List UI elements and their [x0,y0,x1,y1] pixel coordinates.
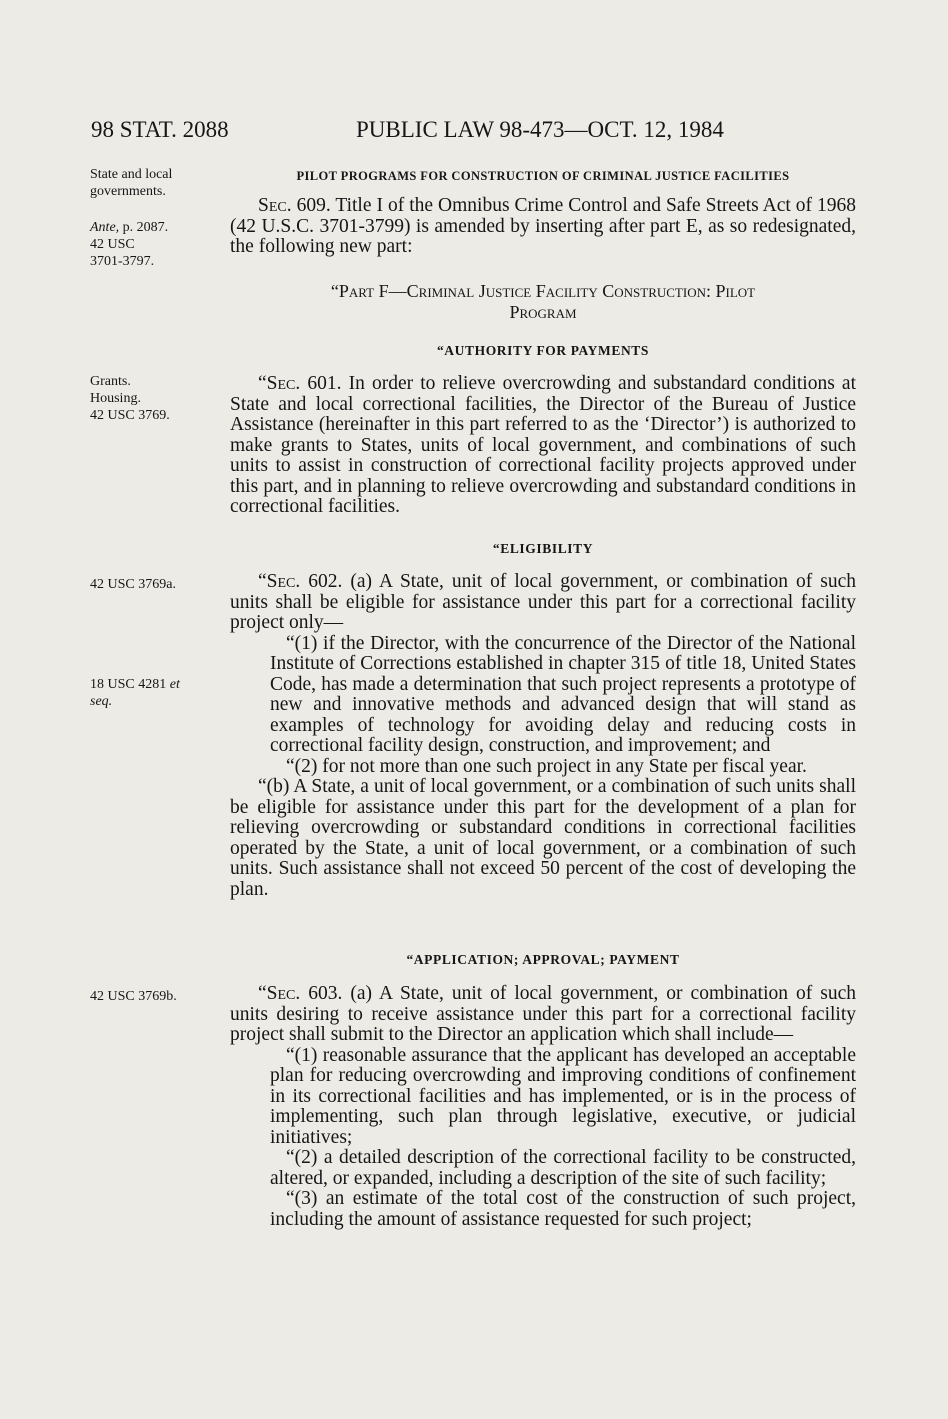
public-law-header: PUBLIC LAW 98-473—OCT. 12, 1984 [356,117,724,142]
margin-note-state-local: State and local governments. [90,167,173,199]
margin-note-18-usc: 18 USC 4281 et seq. [90,677,180,709]
section-602-item-1: “(1) if the Director, with the concurrence of the Director of the National Institute of Corrections established in chapter 315 of title 18, United States Code, has made a determination that such project represents a prototype of new and innovative methods and advanced design that will stand as examples of technology for avoiding delay and reducing costs in correctional facility design, construction, and improvement; and [270,632,856,756]
section-603-item-3: “(3) an estimate of the total cost of the construction of such project, including the amount of assistance requested for such project; [270,1188,856,1230]
margin-note-3769a: 42 USC 3769a. [90,577,176,592]
section-609: Sec. 609. Title I of the Omnibus Crime Control and Safe Streets Act of 1968 (42 U.S.C. 3701-3799) is amended by inserting after part E, as so redesignated, the following new part: [230,195,856,257]
section-602-b: “(b) A State, a unit of local government, or a combination of such units shall be eligible for assistance under this part for the development of a plan for relieving overcrowding or substandard conditions in correctional facilities operated by the State, a unit of local government, or a combination of such units. Such assistance shall not exceed 50 percent of the cost of developing the plan. [230,776,856,900]
heading-eligibility: “ELIGIBILITY [492,541,594,556]
margin-note-3769b: 42 USC 3769b. [90,989,177,1004]
section-601: “Sec. 601. In order to relieve overcrowding and substandard conditions at State and local correctional facilities, the Director of the Bureau of Justice Assistance (hereinafter in this part referred to as the ‘Director’) is authorized to make grants to States, units of local government, and combinations of such units to assist in construction of correctional facility projects approved under this part, and in planning to relieve overcrowding and substandard conditions in correctional facilities. [230,373,856,517]
part-f-heading: “Part F—Criminal Justice Facility Construction: Pilot Program [330,281,756,322]
section-602-item-2: “(2) for not more than one such project in any State per fiscal year. [286,755,807,777]
heading-application: “APPLICATION; APPROVAL; PAYMENT [406,952,680,967]
margin-note-ante: Ante, p. 2087. 42 USC 3701-3797. [90,220,169,269]
section-602: “Sec. 602. (a) A State, unit of local government, or combination of such units shall be eligible for assistance under this part for a correctional facility project only— “(1) if the Director, with the concurrence of the Director of the National Institute of Corrections established in chapter 315 of title 18, United States Code, has made a determination that such project represents a prototype of new and innovative methods and advanced design that will stand as examples of technology for avoiding delay and reducing costs in correctional facility design, construction, and improvement; and “(2) for not more than one such project in any State per fiscal year. “(b) A State, a unit of local government, or a combination of such units shall be eligible for assistance under this part for the development of a plan for relieving overcrowding or substandard conditions in correctional facilities operated by the State, a unit of local government, or a combination of such units. Such assistance shall not exceed 50 percent of the cost of developing the plan. [230,571,857,900]
margin-note-grants: Grants. Housing. 42 USC 3769. [90,374,170,423]
section-603: “Sec. 603. (a) A State, unit of local government, or combination of such units desiring to receive assistance under this part for a correctional facility project shall submit to the Director an application which shall include— “(1) reasonable assurance that the applicant has developed an acceptable plan for reducing overcrowding and improving conditions of confinement in its correctional facilities and has implemented, or is in the process of implementing, such plan through legislative, executive, or judicial initiatives; “(2) a detailed description of the correctional facility to be constructed, altered, or expanded, including a description of the site of such facility; “(3) an estimate of the total cost of the construction of such project, including the amount of assistance requested for such project; [230,983,857,1230]
page-stat-number: 98 STAT. 2088 [91,117,229,142]
section-603-item-1: “(1) reasonable assurance that the applicant has developed an acceptable plan for reducing overcrowding and improving conditions of confinement in its correctional facilities and has implemented, or is in the process of implementing, such plan through legislative, executive, or judicial initiatives; [270,1044,856,1148]
section-title: PILOT PROGRAMS FOR CONSTRUCTION OF CRIMINAL JUSTICE FACILITIES [296,169,790,183]
heading-authority: “AUTHORITY FOR PAYMENTS [436,343,650,358]
section-603-item-2: “(2) a detailed description of the correctional facility to be constructed, altered, or expanded, including a description of the site of such facility; [270,1147,856,1189]
